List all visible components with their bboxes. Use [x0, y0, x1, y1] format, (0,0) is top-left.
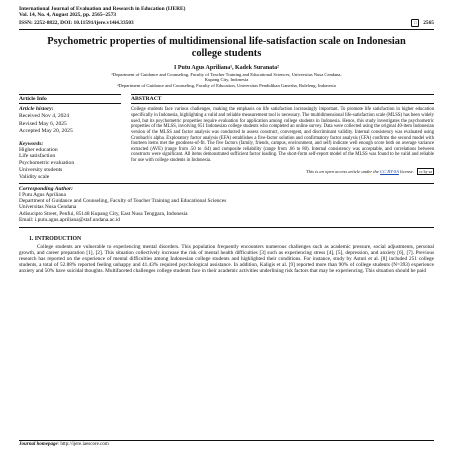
history-item: Revised May 6, 2025: [19, 120, 67, 127]
journal-header: [19, 6, 434, 27]
affiliation-line: ²Department of Guidance and Counseling, Faculty of Education, Universitas Pendidikan Ganesha, Buleleng, Indonesia: [117, 82, 336, 88]
keyword-item: Life satisfaction: [19, 153, 56, 160]
keyword-list: [19, 147, 121, 181]
author-address: Adisucipto Street, Penfui, 85148 Kupang City, East Nusa Tenggara, Indonesia: [19, 210, 188, 217]
history-item: Received Nov 4, 2024: [19, 113, 70, 120]
journal-homepage-link[interactable]: : http://ijere.iaescore.com: [57, 442, 109, 447]
journal-name: International Journal of Evaluation and Research in Education (IJERE): [19, 6, 186, 12]
keyword-item: Psychometric evaluation: [19, 160, 75, 167]
paper-title: Psychometric properties of multidimensional life-satisfaction scale on Indonesian college students: [47, 35, 406, 60]
introduction-text: College students are vulnerable to experiencing mental disorders. This population frequently encounters numerous challenges such as academic pressure, social adjustments, personal growth, and career preparation [1], [2]. This situation collectively increase the risk of mental health difficulties [3] such as experiencing stress [4], [5], depression, and anxiety [6], [7]. Previous research has reported on the experience of mental difficulties among Indonesian college students and highlighted their conditions. For instance, study by Astuti et al. [8] included 251 college students, a total of 52.88% reported feeling unhappy and 41.43% required psychological assistance. In addition, Kaligis et al. [9] reported more than 90% of college students (N=393) experience anxiety and 50% have suicidal thoughts. Multifaceted challenges college students face in their academic activities underlining risk factors that may be experiencing. This situation should be paid: [19, 243, 434, 275]
introduction-heading: 1. INTRODUCTION: [29, 235, 82, 242]
keyword-item: Higher education: [19, 146, 58, 153]
page-footer: [19, 440, 434, 447]
article-info-heading: Article Info: [19, 94, 121, 104]
page-number: 2565: [423, 19, 434, 26]
affiliation-line: ¹Department of Guidance and Counseling, Faculty of Teacher Training and Educational Sciences, Universitas Nusa Cendana,: [111, 71, 342, 77]
corresponding-author-block: [19, 183, 434, 228]
author-university: Universitas Nusa Cendana: [19, 204, 77, 211]
header-rule: [19, 29, 434, 30]
affiliations: [19, 72, 434, 88]
journal-volume: Vol. 14, No. 4, August 2025, pp. 2565~2573: [19, 12, 117, 19]
author-department: Department of Guidance and Counseling, Faculty of Teacher Training and Educational Sciences: [19, 198, 227, 205]
keywords-heading: Keywords:: [19, 140, 44, 147]
abstract-heading: ABSTRACT: [131, 94, 434, 104]
cc-by-sa-icon: cc by sa: [419, 168, 432, 174]
corresponding-author-heading: Corresponding Author:: [19, 185, 74, 192]
history-list: [19, 113, 121, 135]
author-email: Email: i.putu.agus.apriliana@staf.undana.ac.id: [19, 217, 120, 224]
history-heading: Article history:: [19, 106, 54, 113]
license-line: This is an open access article under the CC BY-SA license. cc by sa: [306, 168, 432, 174]
footer-label: Journal homepage: [19, 442, 58, 447]
history-item: Accepted May 20, 2025: [19, 128, 73, 135]
open-access-icon: □: [411, 19, 419, 27]
keyword-item: Validity scale: [19, 173, 50, 180]
affiliation-line: Kupang City, Indonesia: [204, 77, 249, 83]
author-list: I Putu Agus Apriliana¹, Kadek Suranata²: [174, 64, 279, 71]
license-link[interactable]: CC BY-SA: [380, 168, 399, 174]
journal-issn-doi: ISSN: 2252-8822, DOI: 10.11591/ijere.v14i4.33503: [19, 19, 134, 26]
abstract-column: [131, 94, 434, 181]
abstract-text: College students face various challenges, making the emphasis on life satisfaction increasingly important. To promote life satisfaction in higher education specifically in Indonesia, highlighting a valid and reliable measurement tool is necessary. The multidimensional life-satisfaction scale (MLSS) has been widely used, but its psychometric properties require evaluation for application among college students in Indonesia. Hence, this study investigates the psychometric properties of the MLSS, involving 651 Indonesian college students who completed an online survey. Data were collected using the original 40-item Indonesian version of the MLSS and factor analysis was conducted to assess construct, convergent, and discriminant validity. Internal consistency was evaluated using Cronbach's alpha. Exploratory factor analysis (EFA) establishes a five-factor solution and confirmatory factor analysis (CFA) confirms the second model with fourteen items met the goodness-of-fit. The five factors (family, friends, campus, environment, and self) indicate well enough score both on average variance extracted (AVE) (range from .50 to .64) and composite reliability (range from .66 to 80). Internal consistency was acceptable, and correlations between constructs were significant. All items demonstrated sufficient factor loading. The short-form self-report model of the MLSS was found to be valid and reliable for use with college students in Indonesia.: [131, 107, 434, 164]
article-info-column: [19, 94, 121, 181]
article-info-block: [19, 94, 434, 181]
keyword-item: University students: [19, 167, 63, 174]
author-name: I Putu Agus Apriliana: [19, 191, 66, 198]
